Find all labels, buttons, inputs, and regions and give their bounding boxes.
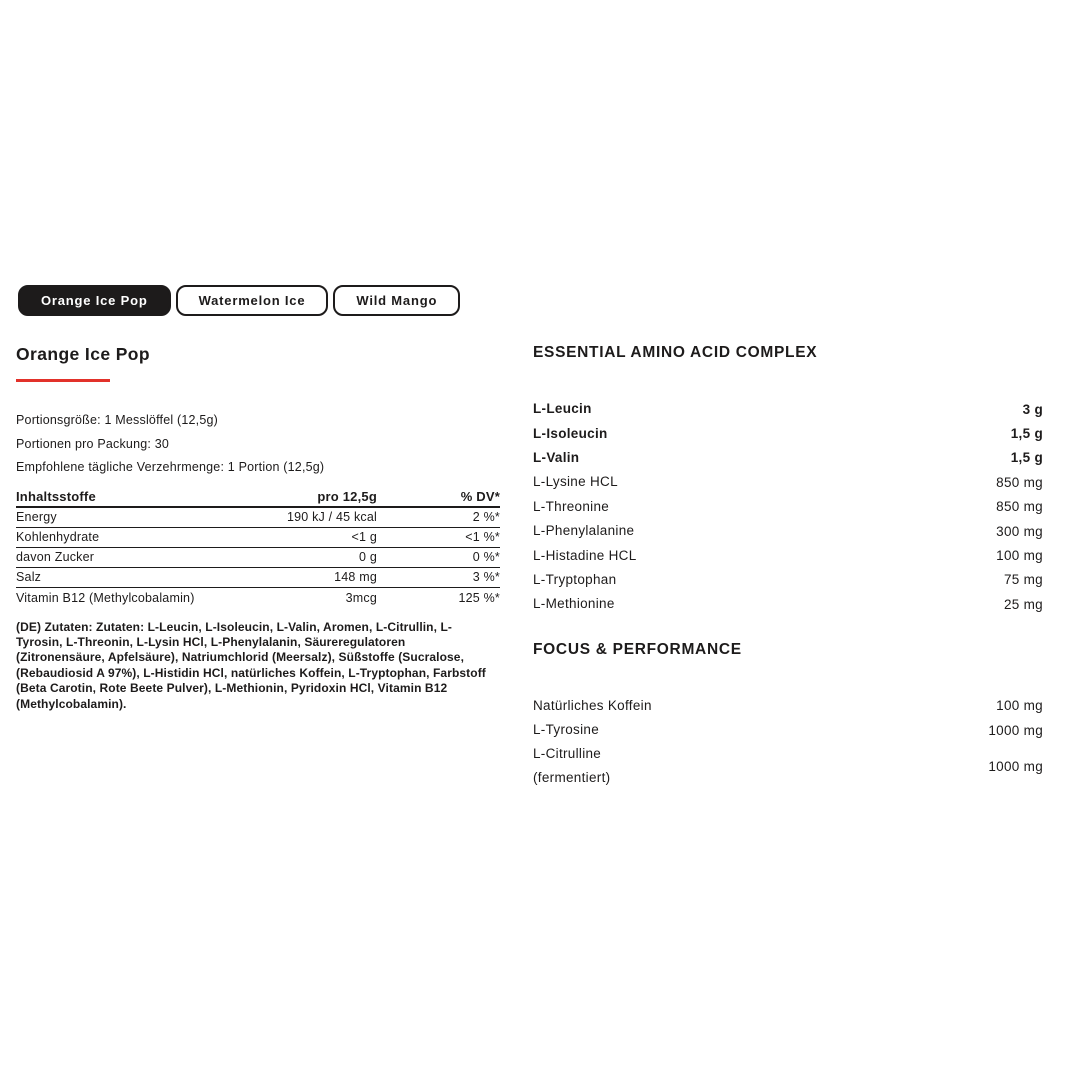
- col-header-per-serving: pro 12,5g: [317, 488, 377, 504]
- nutrition-row-kohlenhydrate: [16, 528, 500, 548]
- active-row-l-lysine-hcl: [533, 470, 1043, 494]
- nutrient-amount: 3mcg: [345, 590, 377, 605]
- active-label: Natürliches Koffein: [533, 697, 652, 713]
- nutrient-amount: 148 mg: [334, 570, 377, 584]
- nutrient-amount: 190 kJ / 45 kcal: [286, 510, 377, 524]
- nutrition-row-salz: [16, 568, 500, 588]
- nutrition-table-body: [16, 508, 500, 608]
- active-label: L-Tryptophan: [533, 571, 617, 587]
- nutrient-name: Kohlenhydrate: [16, 530, 100, 544]
- nutrient-amount: <1 g: [351, 530, 377, 544]
- active-value: 300 mg: [996, 523, 1043, 539]
- active-row-l-valin: [533, 446, 1043, 470]
- active-label: L-Phenylalanine: [533, 523, 635, 539]
- active-label: L-Citrulline (fermentiert): [533, 742, 610, 790]
- active-value: 1000 mg: [988, 722, 1043, 738]
- active-row-l-threonine: [533, 495, 1043, 519]
- section-heading: ESSENTIAL AMINO ACID COMPLEX: [533, 344, 818, 361]
- active-row-l-histadine-hcl: [533, 543, 1043, 567]
- serving-info: [16, 409, 500, 480]
- serving-line: Portionsgröße: 1 Messlöffel (12,5g): [16, 413, 219, 427]
- ingredients-text: (DE) Zutaten: Zutaten: L-Leucin, L-Isoleucin, L-Valin, Aromen, L-Citrullin, L-Tyrosin, L-Threonin, L-Lysin HCl, L-Phenylalanin, Säureregulatoren (Zitronensäure, Apfelsäure), Natriumchlorid (Meersalz), Süßstoffe (Sucralose, (Rebaudiosid A 97%), L-Histidin HCl, natürliches Koffein, L-Tryptophan, Farbstoff (Beta Carotin, Rote Beete Pulver), L-Methionin, Pyridoxin HCl, Vitamin B12 (Methylcobalamin).: [16, 619, 486, 711]
- actives-column: [533, 344, 1043, 790]
- nutrition-row-energy: [16, 508, 500, 528]
- active-label-note: (fermentiert): [533, 770, 611, 786]
- active-value: 100 mg: [996, 698, 1043, 714]
- nutrition-row-vitamin-b12-methylcobalamin: [16, 588, 500, 608]
- active-row-l-methionine: [533, 592, 1043, 616]
- active-value: 3 g: [1022, 401, 1043, 417]
- nutrient-name: Energy: [16, 510, 57, 524]
- nutrient-daily-value: <1 %*: [465, 530, 500, 544]
- section-focus-performance: [533, 641, 1043, 791]
- active-value: 850 mg: [996, 474, 1043, 490]
- active-label: L-Valin: [533, 449, 580, 465]
- nutrition-table: [16, 487, 500, 608]
- section-rows: [533, 397, 1043, 617]
- active-value: 75 mg: [1003, 572, 1043, 588]
- nutrition-row-davon-zucker: [16, 548, 500, 568]
- title-underline: [16, 379, 110, 382]
- nutrient-name: Salz: [16, 570, 42, 584]
- nutrient-name: davon Zucker: [16, 550, 95, 564]
- active-label: L-Methionine: [533, 596, 615, 612]
- flavor-tab-orange-ice-pop[interactable]: Orange Ice Pop: [18, 285, 171, 316]
- nutrient-name: Vitamin B12 (Methylcobalamin): [16, 590, 195, 605]
- active-label: L-Lysine HCL: [533, 474, 618, 490]
- flavor-title: Orange Ice Pop: [16, 344, 150, 364]
- serving-line: Empfohlene tägliche Verzehrmenge: 1 Portion (12,5g): [16, 460, 325, 474]
- active-row-l-phenylalanine: [533, 519, 1043, 543]
- active-value: 1,5 g: [1010, 450, 1043, 466]
- active-label: L-Isoleucin: [533, 425, 608, 441]
- nutrient-daily-value: 2 %*: [472, 510, 500, 524]
- flavor-tab-wild-mango[interactable]: Wild Mango: [333, 285, 460, 316]
- active-value: 1,5 g: [1010, 426, 1043, 442]
- active-value: 100 mg: [996, 548, 1043, 564]
- active-row-l-isoleucin: [533, 421, 1043, 445]
- active-row-l-tyrosine: [533, 718, 1043, 742]
- col-header-ingredients: Inhaltsstoffe: [16, 488, 96, 504]
- nutrition-column: [16, 344, 500, 712]
- active-label: L-Histadine HCL: [533, 547, 637, 563]
- active-label: L-Leucin: [533, 401, 592, 417]
- section-rows: [533, 694, 1043, 791]
- col-header-daily-value: % DV*: [460, 488, 500, 504]
- section-essential-amino-acid-complex: [533, 344, 1043, 617]
- active-row-l-tryptophan: [533, 568, 1043, 592]
- nutrient-daily-value: 3 %*: [472, 570, 500, 584]
- nutrient-daily-value: 125 %*: [458, 590, 500, 605]
- nutrient-daily-value: 0 %*: [472, 550, 500, 564]
- active-row-nat-rliches-koffein: [533, 694, 1043, 718]
- serving-line: Portionen pro Packung: 30: [16, 436, 170, 451]
- active-label: L-Threonine: [533, 498, 610, 514]
- active-value: 850 mg: [996, 499, 1043, 515]
- flavor-tab-watermelon-ice[interactable]: Watermelon Ice: [176, 285, 329, 316]
- nutrition-table-header: [16, 487, 500, 508]
- nutrient-amount: 0 g: [359, 550, 377, 564]
- active-row-l-leucin: [533, 397, 1043, 421]
- active-value: 25 mg: [1003, 596, 1043, 612]
- active-label: L-Tyrosine: [533, 722, 600, 738]
- active-value: 1000 mg: [988, 758, 1043, 774]
- active-row-l-citrulline: [533, 742, 1043, 790]
- section-heading: FOCUS & PERFORMANCE: [533, 640, 742, 658]
- flavor-tabs: [18, 285, 460, 316]
